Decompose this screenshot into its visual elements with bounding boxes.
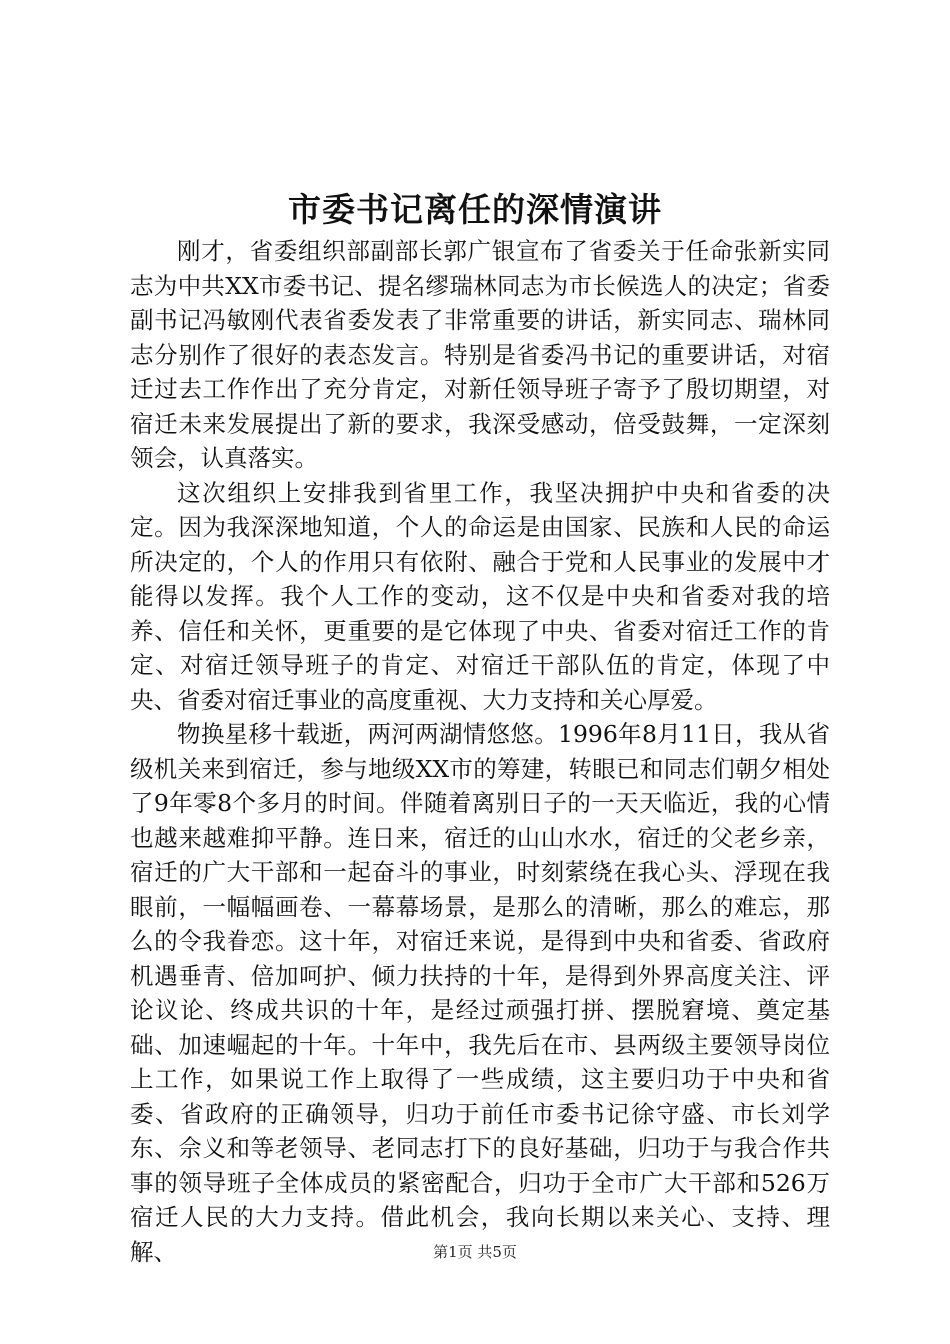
paragraph-3: 物换星移十载逝，两河两湖情悠悠。1996年8月11日，我从省级机关来到宿迁，参与地级XX市的筹建，转眼已和同志们朝夕相处了9年零8个多月的时间。伴随着离别日子的一天天临近，我的心情也越来越难抑平静。连日来，宿迁的山山水水，宿迁的父老乡亲，宿迁的广大干部和一起奋斗的事业，时刻萦绕在我心头、浮现在我眼前，一幅幅画卷、一幕幕场景，是那么的清晰，那么的难忘，那么的令我眷恋。这十年，对宿迁来说，是得到中央和省委、省政府机遇垂青、倍加呵护、倾力扶持的十年，是得到外界高度关注、评论议论、终成共识的十年，是经过顽强打拼、摆脱窘境、奠定基础、加速崛起的十年。十年中，我先后在市、县两级主要领导岗位上工作，如果说工作上取得了一些成绩，这主要归功于中央和省委、省政府的正确领导，归功于前任市委书记徐守盛、市长刘学东、佘义和等老领导、老同志打下的良好基础，归功于与我合作共事的领导班子全体成员的紧密配合，归功于全市广大干部和526万宿迁人民的大力支持。借此机会，我向长期以来关心、支持、理解、 <box>130 720 830 1266</box>
document-title: 市委书记离任的深情演讲 <box>288 190 662 229</box>
paragraph-1: 刚才，省委组织部副部长郭广银宣布了省委关于任命张新实同志为中共XX市委书记、提名缪瑞林同志为市长候选人的决定；省委副书记冯敏刚代表省委发表了非常重要的讲话，新实同志、瑞林同志分别作了很好的表态发言。特别是省委冯书记的重要讲话，对宿迁过去工作作出了充分肯定，对新任领导班子寄予了殷切期望，对宿迁未来发展提出了新的要求，我深受感动，倍受鼓舞，一定深刻领会，认真落实。 <box>130 237 830 472</box>
document-body <box>130 234 830 1269</box>
paragraph-2: 这次组织上安排我到省里工作，我坚决拥护中央和省委的决定。因为我深深地知道，个人的命运是由国家、民族和人民的命运所决定的，个人的作用只有依附、融合于党和人民事业的发展中才能得以发挥。我个人工作的变动，这不仅是中央和省委对我的培养、信任和关怀，更重要的是它体现了中央、省委对宿迁工作的肯定、对宿迁领导班子的肯定、对宿迁干部队伍的肯定，体现了中央、省委对宿迁事业的高度重视、大力支持和关心厚爱。 <box>130 478 830 714</box>
page-footer: 第1页 共5页 <box>433 1243 517 1261</box>
